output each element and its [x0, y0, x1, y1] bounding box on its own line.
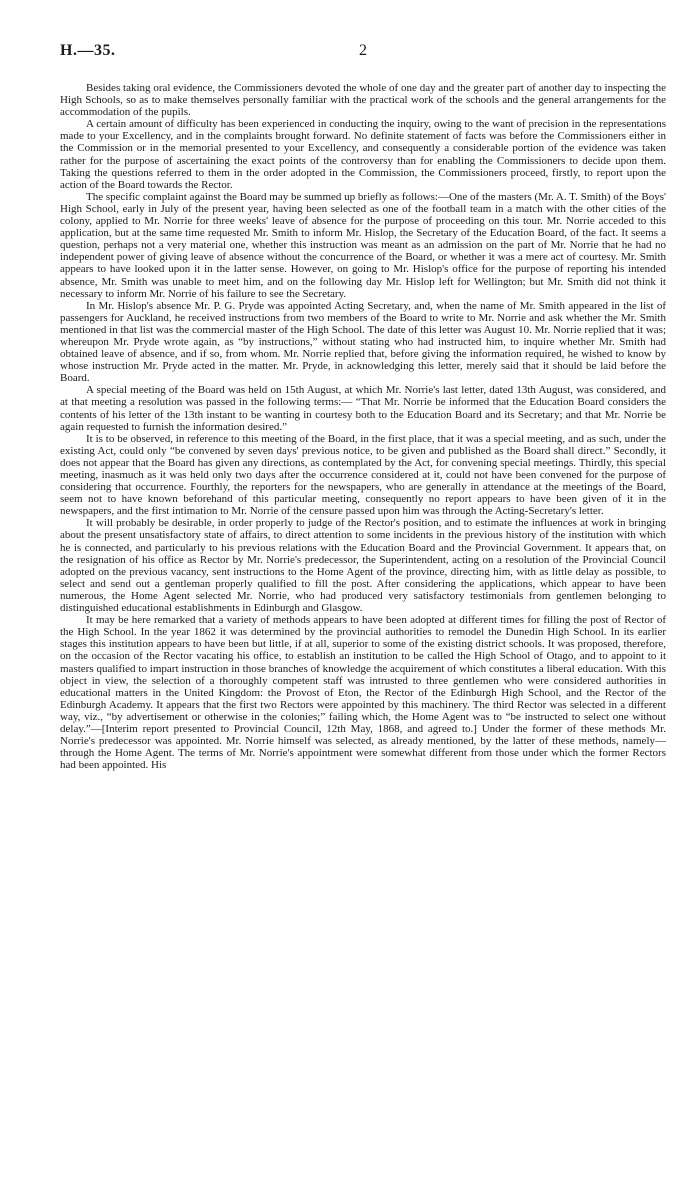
paragraph: The specific complaint against the Board may be summed up briefly as follows:—One of the masters (Mr. A. T. Smith) of the Boys' High School, early in July of the present year, having been selected as one of the football team in a match with the other cities of the colony, applied to Mr. Norrie for three weeks' leave of absence for the purpose of proceeding on this tour. Mr. Norrie acceded to this application, but at the same time requested Mr. Smith to inform Mr. Hislop, the Secretary of the Education Board, of the fact. It seems a question, perhaps not a very material one, whether this instruction was meant as an admission on the part of Mr. Norrie that he had no independent power of giving leave of absence without the concurrence of the Board, or whether it was a mere act of courtesy. Mr. Smith appears to have looked upon it in the latter sense. However, on going to Mr. Hislop's office for the purpose of reporting his intended absence, Mr. Smith was unable to meet him, and on the following day Mr. Hislop left for Wellington; but Mr. Smith did not think it necessary to inform Mr. Norrie of his failure to see the Secretary.	[60, 190, 666, 300]
paragraph: In Mr. Hislop's absence Mr. P. G. Pryde was appointed Acting Secretary, and, when the name of Mr. Smith appeared in the list of passengers for Auckland, he received instructions from two members of the Board to write to Mr. Norrie and ask whether the Mr. Smith mentioned in that list was the commercial master of the High School. The date of this letter was August 10. Mr. Norrie replied that it was; whereupon Mr. Pryde wrote again, as “by instructions,” without stating who had instructed him, to inquire whether Mr. Smith had obtained leave of absence, and if so, from whom. Mr. Norrie replied that, before giving the information required, he wished to know by whose instruction Mr. Pryde acted in the matter. Mr. Pryde, in acknowledging this letter, merely said that it should be laid before the Board.	[60, 299, 666, 385]
page-number: 2	[359, 42, 367, 59]
paragraph: It will probably be desirable, in order properly to judge of the Rector's position, and to estimate the influences at work in bringing about the present unsatisfactory state of affairs, to direct attention to some incidents in the previous history of the institution with which he is connected, and particularly to his previous relations with the Education Board and the Provincial Government. It appears that, on the resignation of his office as Rector by Mr. Norrie's predecessor, the Superintendent, acting on a resolution of the Provincial Council adopted on the previous vacancy, sent instructions to the Home Agent of the province, directing him, with as little delay as possible, to select and send out a gentleman properly qualified to fill the post. After considering the applications, which appear to have been numerous, the Home Agent selected Mr. Norrie, who had produced very satisfactory testimonials from gentlemen belonging to distinguished educational establishments in Edinburgh and Glasgow.	[60, 517, 666, 615]
page-header	[60, 42, 666, 64]
document-reference: H.—35.	[60, 42, 116, 59]
paragraph: A special meeting of the Board was held on 15th August, at which Mr. Norrie's last letter, dated 13th August, was considered, and at that meeting a resolution was passed in the following terms:— “That Mr. Norrie be informed that the Education Board considers the contents of his letter of the 13th instant to be wanting in courtesy both to the Education Board and its Secretary; and that Mr. Norrie be again requested to furnish the information desired.”	[60, 384, 666, 433]
paragraph: Besides taking oral evidence, the Commissioners devoted the whole of one day and the greater part of another day to inspecting the High Schools, so as to make themselves personally familiar with the practical work of the schools and the general arrangements for the accommodation of the pupils.	[60, 82, 666, 119]
document-page	[60, 42, 666, 771]
paragraph: A certain amount of difficulty has been experienced in conducting the inquiry, owing to the want of precision in the representations made to your Excellency, and in the complaints brought forward. No definite statement of facts was before the Commissioners either in the Commission or in the memorial presented to your Excellency, and consequently a considerable portion of the evidence was taken rather for the purpose of ascertaining the exact points of the controversy than for enabling the Commissioners to decide upon them. Taking the questions referred to them in the order adopted in the Commission, the Commissioners proceed, firstly, to report upon the action of the Board towards the Rector.	[60, 118, 666, 191]
paragraph: It is to be observed, in reference to this meeting of the Board, in the first place, that it was a special meeting, and as such, under the existing Act, could only “be convened by seven days' previous notice, to be given and published as the Board shall direct.” Secondly, it does not appear that the Board has given any directions, as contemplated by the Act, for convening special meetings. Thirdly, this special meeting, inasmuch as it was held only two days after the occurrence considered at it, could not have been convened for the purpose of considering that occurrence. Fourthly, the reporters for the newspapers, who are generally in attendance at the meetings of the Board, seem not to have known beforehand of this particular meeting, consequently no report appears to have been given of it in the newspapers, and the first intimation to Mr. Norrie of the censure passed upon him was through the Acting-Secretary's letter.	[60, 432, 666, 518]
body-text	[60, 82, 666, 771]
paragraph: It may be here remarked that a variety of methods appears to have been adopted at different times for filling the post of Rector of the High School. In the year 1862 it was determined by the provincial authorities to remodel the Dunedin High School. In its earlier stages this institution appears to have been but little, if at all, superior to some of the existing district schools. It was proposed, therefore, on the occasion of the Rector vacating his office, to establish an institution to be called the High School of Otago, and to appoint to it masters qualified to impart instruction in those branches of knowledge the acquirement of which constitutes a liberal education. With this object in view, the selection of a thoroughly competent staff was intrusted to three gentlemen who were considered authorities in educational matters in the United Kingdom: the Provost of Eton, the Rector of the Edinburgh High School, and the Rector of the Edinburgh Academy. It appears that the first two Rectors were appointed by this machinery. The third Rector was selected in a different way, viz., “by advertisement or otherwise in the colonies;” failing which, the Home Agent was to “be instructed to select one without delay.”—[Interim report presented to Provincial Council, 12th May, 1868, and agreed to.] Under the former of these methods Mr. Norrie's predecessor was appointed. Mr. Norrie himself was selected, as already mentioned, by the latter of these methods, namely—through the Home Agent. The terms of Mr. Norrie's appointment were somewhat different from those under which the former Rectors had been appointed. His	[60, 614, 666, 772]
